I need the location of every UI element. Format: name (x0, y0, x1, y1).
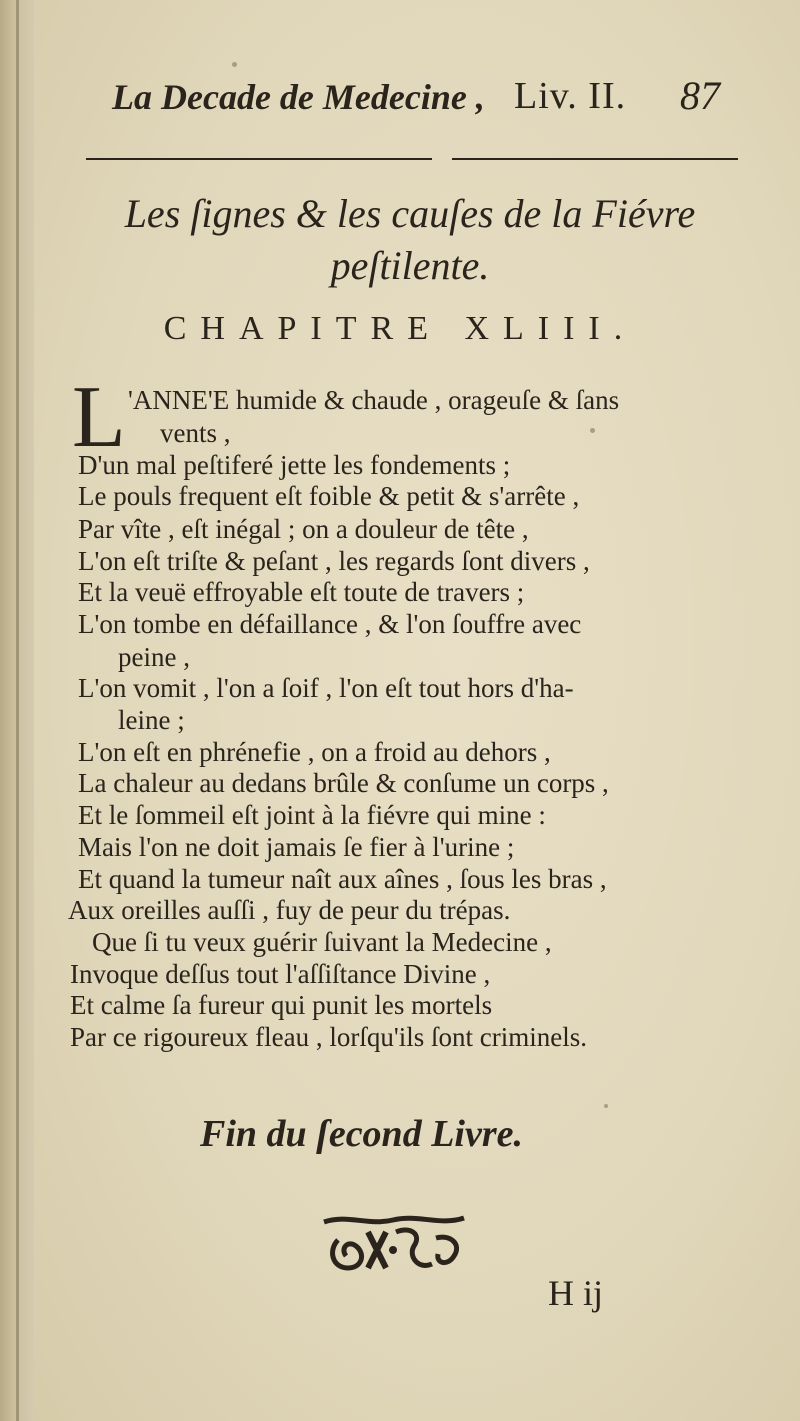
book-spine (0, 0, 34, 1421)
verse-line: D'un mal peſtiferé jette les fondements ; (78, 450, 511, 480)
ink-speck (232, 62, 237, 67)
spine-shadow (16, 0, 19, 1421)
verse-line: Que ſi tu veux guérir ſuivant la Medecine , (92, 927, 552, 957)
page-number: 87 (680, 73, 720, 118)
verse-line: peine , (118, 642, 190, 672)
verse-line: Par ce rigoureux fleau , lorſqu'ils ſont criminels. (70, 1022, 587, 1052)
running-head-title: La Decade de Medecine , (112, 77, 485, 117)
verse-line: Et calme ſa fureur qui punit les mortels (70, 990, 493, 1020)
running-head-book: Liv. II. (514, 75, 627, 117)
verse-line: L'on vomit , l'on a ſoif , l'on eſt tout hors d'ha- (78, 673, 574, 703)
signature-mark: H ij (548, 1273, 604, 1313)
chapter-number: CHAPITRE XLIII. (163, 310, 637, 347)
verse-line: vents , (160, 418, 231, 448)
verse-line: Et quand la tumeur naît aux aînes , ſous les bras , (78, 864, 607, 894)
verse-line: Et la veuë effroyable eſt toute de travers ; (78, 577, 525, 607)
verse-line: Et le ſommeil eſt joint à la fiévre qui mine : (78, 800, 546, 830)
chapter-title (70, 188, 750, 292)
chapter-title-line2: peſtilente. (330, 243, 490, 288)
verse-line: Le pouls frequent eſt foible & petit & s'arrête , (78, 481, 580, 511)
verse-line: La chaleur au dedans brûle & conſume un corps , (78, 768, 609, 798)
verse-line: Invoque deſſus tout l'aſſiſtance Divine , (70, 959, 491, 989)
ink-speck (590, 428, 595, 433)
running-head (84, 68, 734, 128)
header-rule-right (452, 158, 738, 160)
ornament-icon (318, 1212, 468, 1282)
verse-line: L'on eſt en phrénefie , on a froid au dehors , (78, 737, 551, 767)
chapter-title-line1: Les ſignes & les cauſes de la Fiévre (124, 191, 696, 236)
drop-cap: L (72, 369, 126, 466)
verse-line: 'ANNE'E humide & chaude , orageuſe & ſans (128, 385, 620, 415)
verse-line: L'on eſt triſte & peſant , les regards ſont divers , (78, 546, 590, 576)
header-rule-left (86, 158, 432, 160)
book-end-title: Fin du ſecond Livre. (200, 1113, 523, 1155)
verse-line: L'on tombe en défaillance , & l'on ſouffre avec (78, 609, 582, 639)
verse-line: leine ; (118, 705, 185, 735)
verse-line: Par vîte , eſt inégal ; on a douleur de tête , (78, 514, 529, 544)
verse-line: Mais l'on ne doit jamais ſe fier à l'urine ; (78, 832, 515, 862)
ink-speck (604, 1104, 608, 1108)
verse-line: Aux oreilles auſſi , fuy de peur du trépas. (68, 895, 511, 925)
